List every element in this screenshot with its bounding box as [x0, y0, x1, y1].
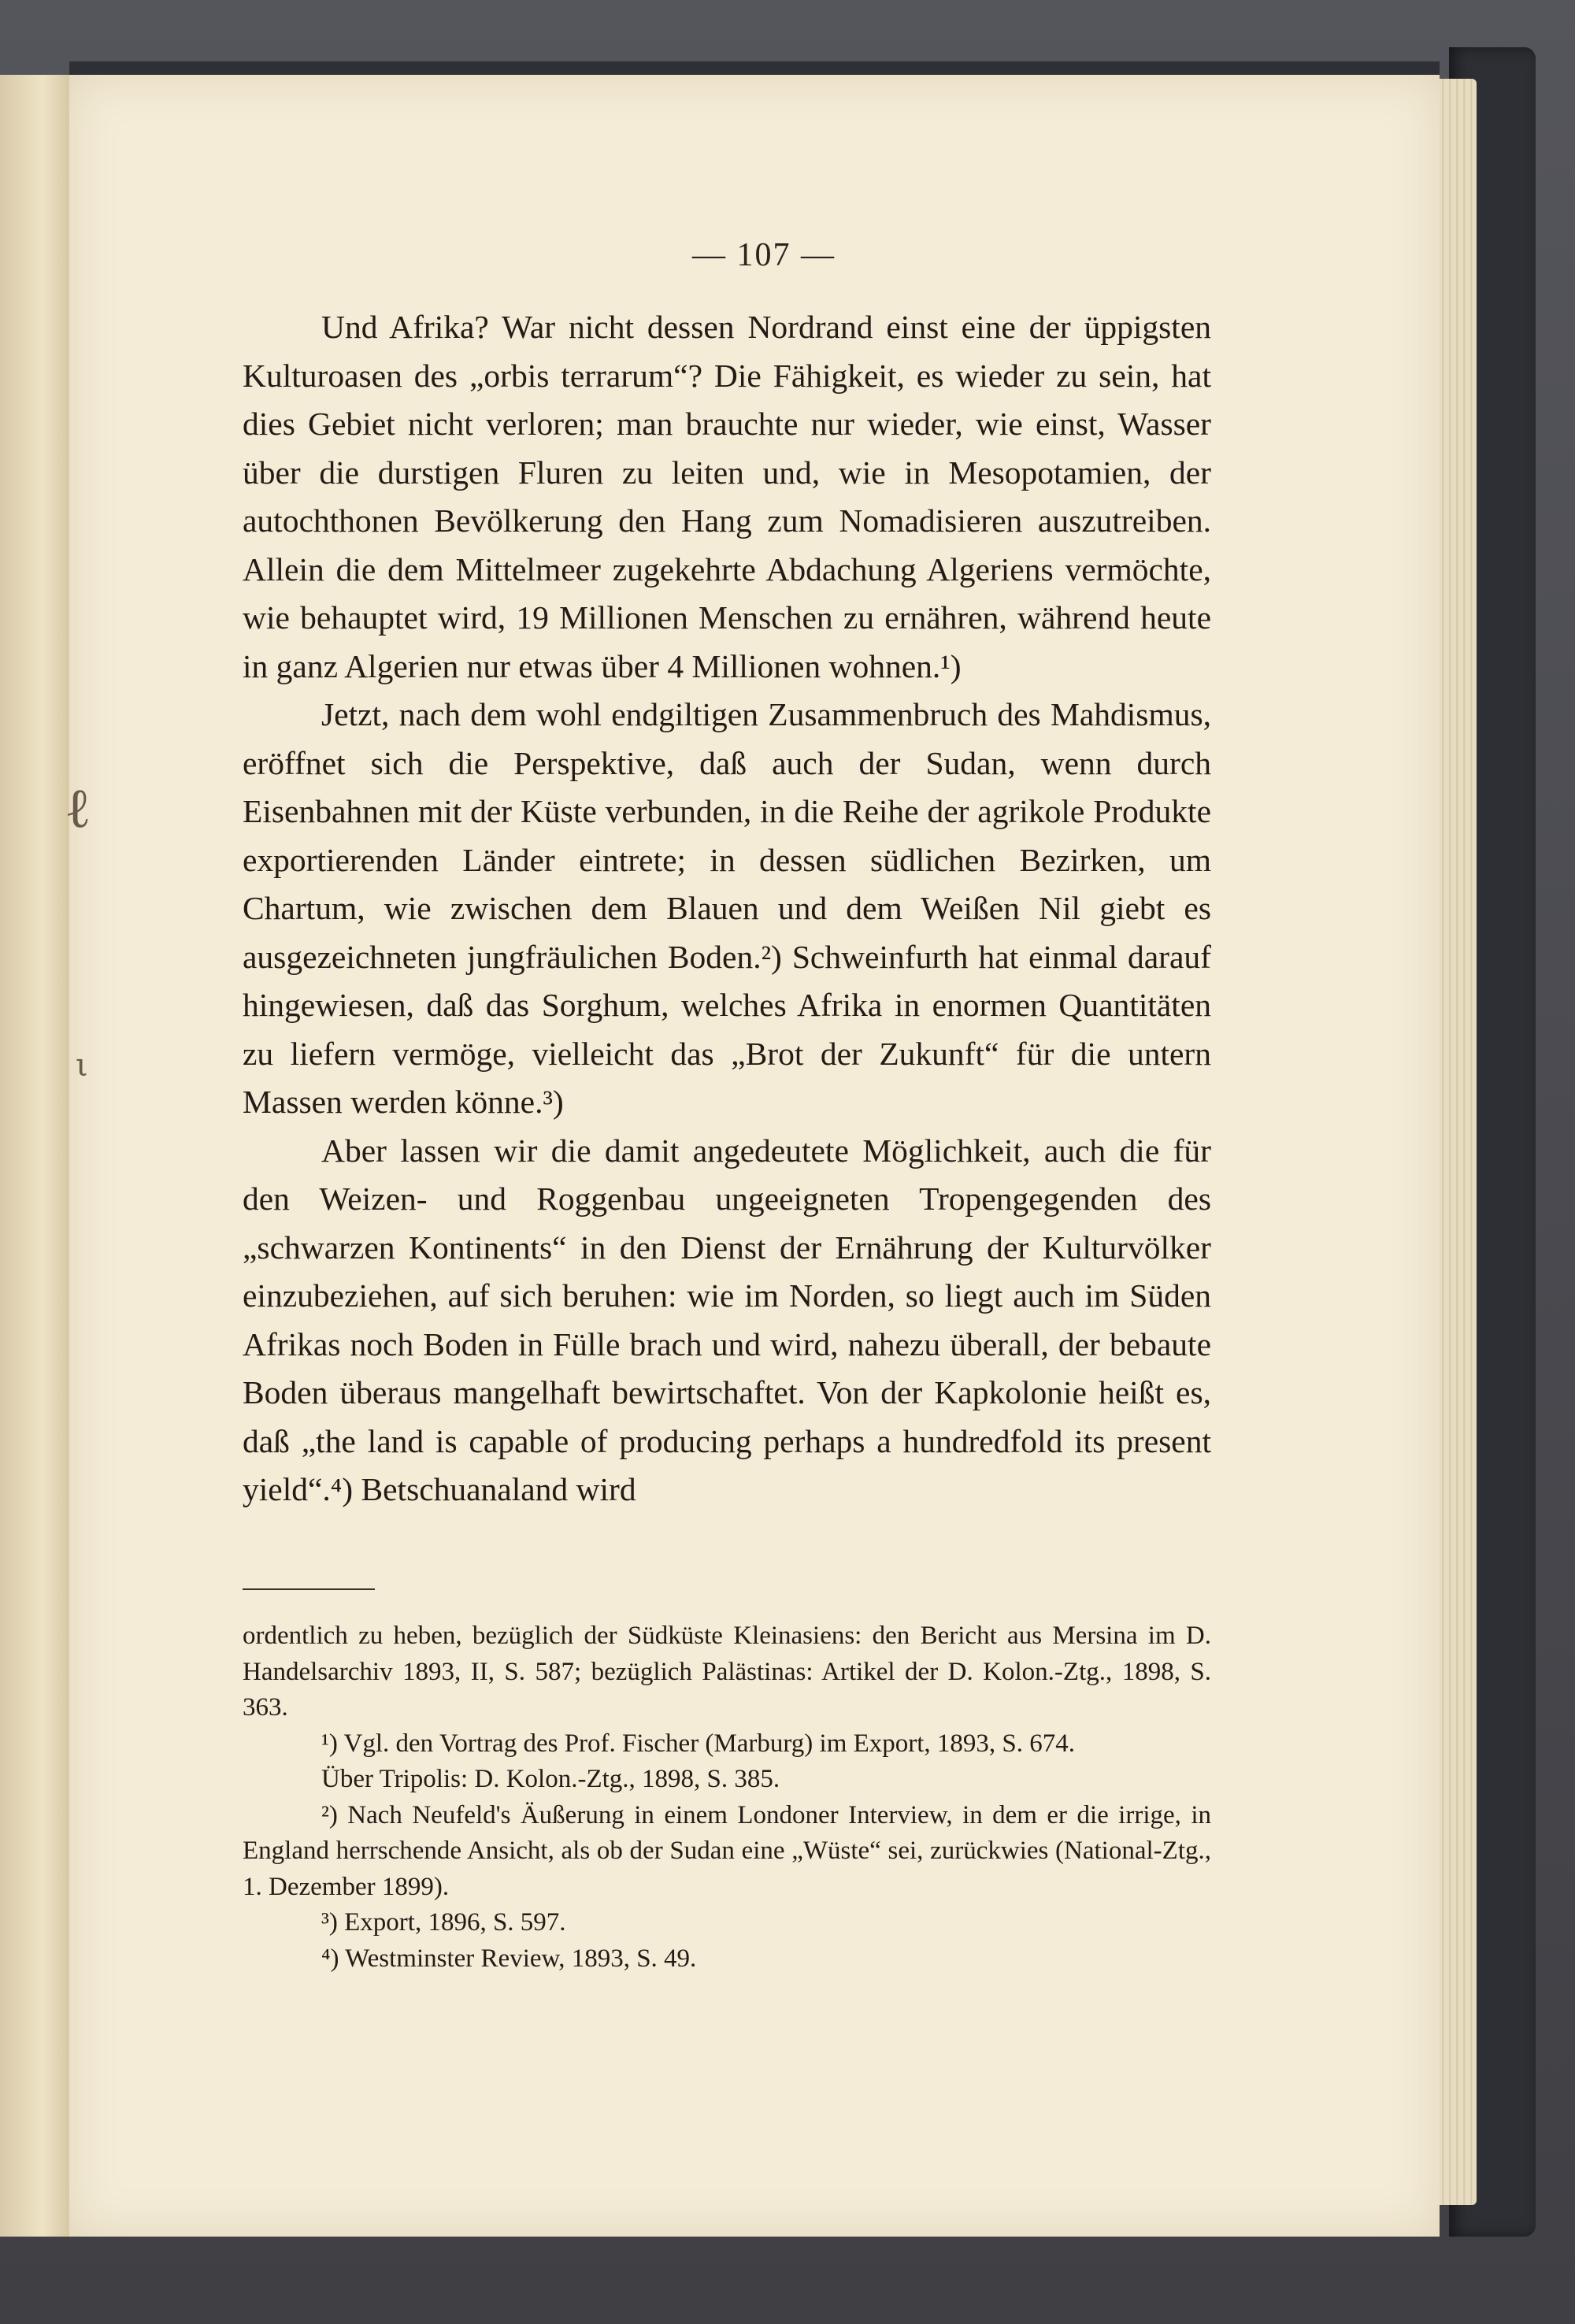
main-text: [243, 303, 1211, 1514]
footnote: ³) Export, 1896, S. 597.: [321, 1908, 566, 1937]
margin-dot-mark: ι: [76, 1047, 88, 1084]
paragraph: Jetzt, nach dem wohl endgiltigen Zusammenbruch des Mahdismus, eröffnet sich die Perspektive, daß auch der Sudan, wenn durch Eisenbahnen mit der Küste verbunden, in die Reihe der agrikole Produkte exportierenden Länder eintrete; in dessen südlichen Bezirken, um Chartum, wie zwischen dem Blauen und dem Weißen Nil giebt es ausgezeichneten jungfräulichen Boden.²) Schweinfurth hat einmal darauf hingewiesen, daß das Sorghum, welches Afrika in enormen Quantitäten zu liefern vermöge, vielleicht das „Brot der Zukunft“ für die untern Massen werden könne.³): [243, 696, 1211, 1120]
footnote-divider: [243, 1588, 375, 1590]
page-number: — 107 —: [692, 237, 836, 273]
paragraph: Aber lassen wir die damit angedeutete Möglichkeit, auch die für den Weizen- und Roggenbau ungeeigneten Tropengegenden des „schwarzen Kontinents“ in den Dienst der Ernährung der Kulturvölker einzubeziehen, auf sich beruhen: wie im Norden, so liegt auch im Süden Afrikas noch Boden in Fülle brach und wird, nahezu überall, der bebaute Boden überaus mangelhaft bewirtschaftet. Von der Kapkolonie heißt es, daß „the land is capable of producing perhaps a hundredfold its present yield“.⁴) Betschuanaland wird: [243, 1132, 1211, 1507]
footnote: ²) Nach Neufeld's Äußerung in einem Londoner Interview, in dem er die irrige, in England herrschende Ansicht, als ob der Sudan eine „Wüste“ sei, zurückwies (National-Ztg., 1. Dezember 1899).: [243, 1800, 1211, 1901]
footnote: ⁴) Westminster Review, 1893, S. 49.: [321, 1944, 697, 1973]
margin-pencil-mark: ℓ: [65, 776, 91, 840]
footnote: Über Tripolis: D. Kolon.-Ztg., 1898, S. 385.: [321, 1765, 780, 1793]
footnotes: [243, 1618, 1211, 1977]
footnote: ordentlich zu heben, bezüglich der Südküste Kleinasiens: den Bericht aus Mersina im D. Handelsarchiv 1893, II, S. 587; bezüglich Palästinas: Artikel der D. Kolon.-Ztg., 1898, S. 363.: [243, 1622, 1211, 1722]
footnote: ¹) Vgl. den Vortrag des Prof. Fischer (Marburg) im Export, 1893, S. 674.: [321, 1729, 1076, 1758]
paragraph: Und Afrika? War nicht dessen Nordrand einst eine der üppigsten Kulturoasen des „orbis terrarum“? Die Fähigkeit, es wieder zu sein, hat dies Gebiet nicht verloren; man brauchte nur wieder, wie einst, Wasser über die durstigen Fluren zu leiten und, wie in Mesopotamien, der autochthonen Bevölkerung den Hang zum Nomadisieren auszutreiben. Allein die dem Mittelmeer zugekehrte Abdachung Algeriens vermöchte, wie behauptet wird, 19 Millionen Menschen zu ernähren, während heute in ganz Algerien nur etwas über 4 Millionen wohnen.¹): [243, 309, 1211, 684]
facing-page-edge: [0, 75, 71, 2237]
